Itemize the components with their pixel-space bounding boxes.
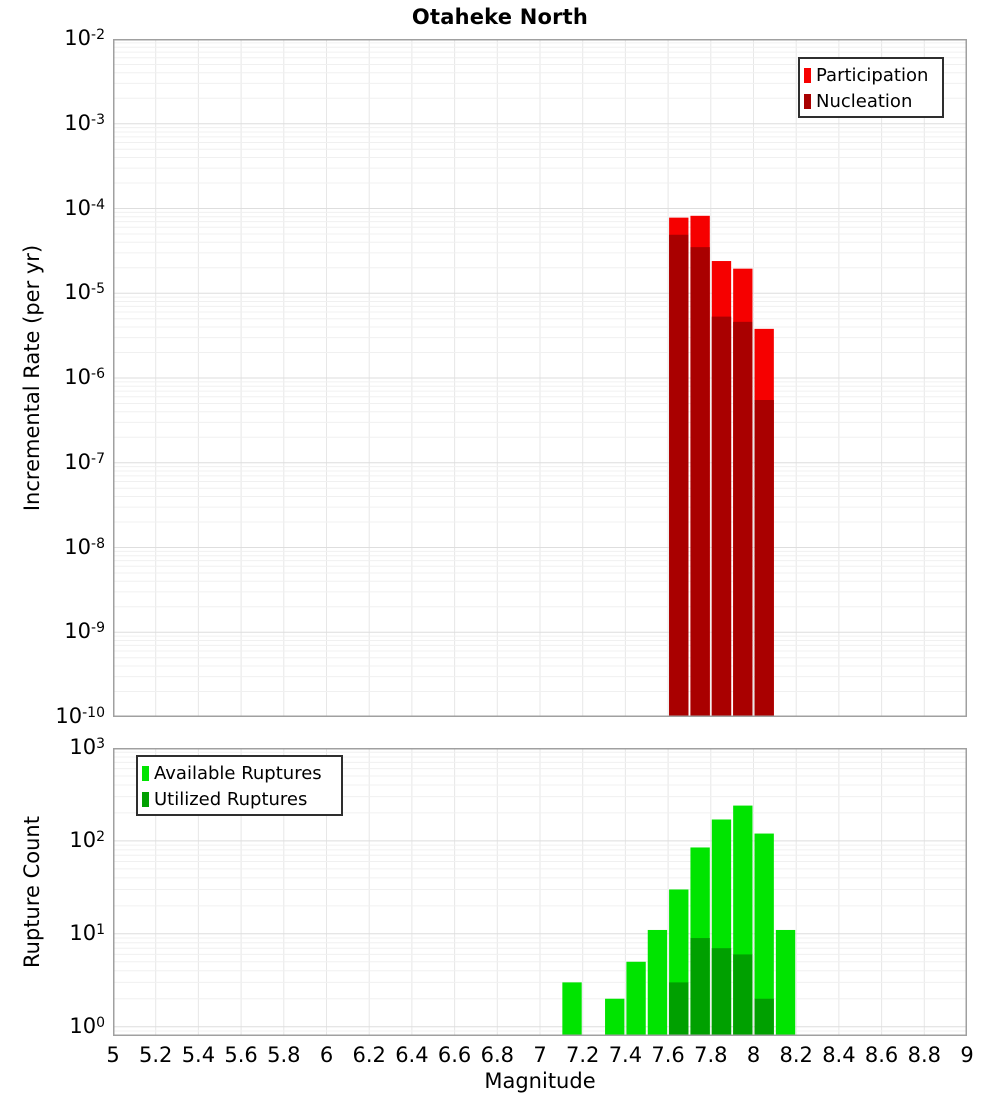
x-axis-title: Magnitude <box>484 1069 596 1093</box>
x-tick-label: 7 <box>533 1043 547 1067</box>
nucleation-bar <box>712 317 731 717</box>
x-tick-label: 7.4 <box>608 1043 643 1067</box>
nucleation-bar <box>669 235 688 717</box>
participation-swatch-icon <box>804 68 811 83</box>
x-tick-label: 6 <box>319 1043 334 1067</box>
legend-label: Utilized Ruptures <box>154 788 308 810</box>
rate-legend <box>798 57 944 118</box>
available-ruptures-swatch-icon <box>142 766 149 781</box>
y-tick-label: $10^{-9}$ <box>64 619 105 644</box>
nucleation-bar <box>733 322 752 717</box>
y-tick-label: $10^{-8}$ <box>64 534 105 559</box>
utilized-ruptures-bar <box>669 982 688 1036</box>
ruptures-legend <box>136 755 343 816</box>
y-tick-label: $10^{-10}$ <box>55 704 105 728</box>
available-ruptures-bar <box>605 999 624 1036</box>
x-tick-label: 5 <box>106 1043 120 1067</box>
x-tick-label: 5.8 <box>267 1043 301 1067</box>
y-tick-label: $10^2$ <box>69 827 105 852</box>
x-tick-label: 8.6 <box>864 1043 899 1067</box>
x-tick-label: 5.2 <box>138 1043 173 1067</box>
x-tick-label: 7.8 <box>694 1043 728 1067</box>
incremental-rate-plot <box>113 39 967 717</box>
y-tick-label: $10^{-4}$ <box>64 195 105 220</box>
plot-surface <box>113 39 967 717</box>
legend-label: Available Ruptures <box>154 762 322 784</box>
x-tick-label: 7.6 <box>651 1043 685 1067</box>
legend-item-nucleation <box>804 88 938 114</box>
top-y-axis-title: Incremental Rate (per yr) <box>20 244 44 512</box>
y-tick-label: $10^1$ <box>69 920 105 945</box>
bottom-y-axis-title: Rupture Count <box>20 816 44 968</box>
legend-item-utilized-ruptures <box>142 786 337 812</box>
y-tick-label: $10^{-7}$ <box>64 449 105 474</box>
x-tick-label: 6.2 <box>352 1043 386 1067</box>
x-tick-label: 5.6 <box>224 1043 258 1067</box>
utilized-ruptures-swatch-icon <box>142 792 149 807</box>
chart-title: Otaheke North <box>411 5 589 29</box>
legend-label: Nucleation <box>816 90 913 112</box>
available-ruptures-bar <box>562 982 581 1036</box>
utilized-ruptures-bar <box>712 948 731 1036</box>
available-ruptures-bar <box>776 930 795 1036</box>
nucleation-bar <box>690 247 709 717</box>
y-tick-label: $10^{-6}$ <box>64 365 105 389</box>
x-tick-label: 8.4 <box>822 1043 856 1067</box>
utilized-ruptures-bar <box>755 999 774 1036</box>
legend-item-available-ruptures <box>142 760 337 786</box>
x-tick-label: 7.2 <box>565 1043 600 1067</box>
x-tick-label: 9 <box>960 1043 974 1067</box>
utilized-ruptures-bar <box>690 938 709 1036</box>
x-tick-label: 6.4 <box>395 1043 429 1067</box>
utilized-ruptures-bar <box>733 954 752 1036</box>
y-tick-label: $10^{-5}$ <box>64 280 105 305</box>
x-tick-label: 6.6 <box>437 1043 472 1067</box>
x-tick-label: 6.8 <box>480 1043 514 1067</box>
nucleation-swatch-icon <box>804 94 811 109</box>
x-tick-label: 8.2 <box>779 1043 813 1067</box>
y-tick-label: $10^{-3}$ <box>64 110 105 135</box>
available-ruptures-bar <box>626 962 645 1036</box>
y-tick-label: $10^3$ <box>69 735 105 759</box>
y-tick-label: $10^{-2}$ <box>64 26 105 50</box>
x-tick-label: 5.4 <box>181 1043 216 1067</box>
available-ruptures-bar <box>648 930 667 1036</box>
x-tick-label: 8 <box>746 1043 761 1067</box>
legend-label: Participation <box>816 64 929 86</box>
nucleation-bar <box>755 400 774 717</box>
legend-item-participation <box>804 62 938 88</box>
x-tick-label: 8.8 <box>907 1043 941 1067</box>
y-tick-label: $10^0$ <box>69 1013 105 1038</box>
